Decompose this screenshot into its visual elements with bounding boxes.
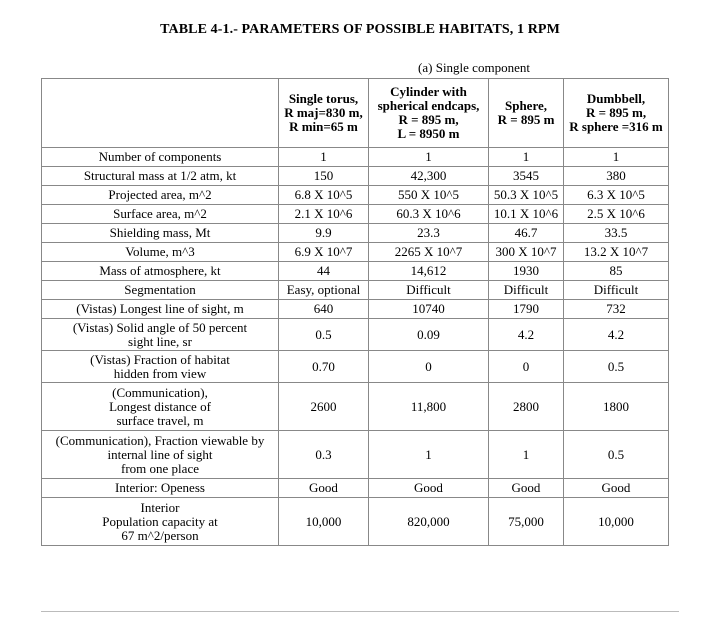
row-label: Mass of atmosphere, kt [42,262,279,281]
table-cell: 640 [279,300,369,319]
table-cell: 46.7 [489,224,564,243]
table-row [42,383,669,431]
row-label: (Vistas) Longest line of sight, m [42,300,279,319]
table-cell: 0.5 [564,351,669,383]
table-cell: 10.1 X 10^6 [489,205,564,224]
table-cell: Easy, optional [279,281,369,300]
table-cell: 10,000 [564,498,669,546]
table-cell: 1790 [489,300,564,319]
table-cell: 0.5 [279,319,369,351]
table-cell: Good [564,479,669,498]
table-cell: 0.09 [369,319,489,351]
table-cell: Good [489,479,564,498]
table-cell: 380 [564,167,669,186]
table-cell: 1 [489,431,564,479]
table-cell: 2.1 X 10^6 [279,205,369,224]
row-label: (Communication), Longest distance of surface travel, m [42,383,279,431]
table-cell: 0.3 [279,431,369,479]
row-label: (Communication), Fraction viewable by internal line of sight from one place [42,431,279,479]
row-label: (Vistas) Solid angle of 50 percent sight line, sr [42,319,279,351]
row-label: (Vistas) Fraction of habitat hidden from view [42,351,279,383]
table-cell: 13.2 X 10^7 [564,243,669,262]
header-sphere: Sphere, R = 895 m [489,79,564,148]
table-cell: 550 X 10^5 [369,186,489,205]
header-row [42,79,669,148]
header-empty-cell [42,79,279,148]
row-label: Segmentation [42,281,279,300]
table-row [42,262,669,281]
table-title: TABLE 4-1.- PARAMETERS OF POSSIBLE HABITATS, 1 RPM [160,22,560,37]
table-cell: 10740 [369,300,489,319]
table-cell: 60.3 X 10^6 [369,205,489,224]
table-cell: 6.8 X 10^5 [279,186,369,205]
table-cell: 1 [564,148,669,167]
table-row [42,148,669,167]
table-cell: 2600 [279,383,369,431]
table-cell: 44 [279,262,369,281]
table-row [42,300,669,319]
table-cell: Good [279,479,369,498]
habitat-parameters-table [41,78,669,546]
table-cell: Difficult [369,281,489,300]
table-cell: 820,000 [369,498,489,546]
table-cell: 1930 [489,262,564,281]
page-divider [41,611,679,612]
table-row [42,319,669,351]
table-subtitle: (a) Single component [418,60,530,75]
table-row [42,167,669,186]
table-cell: 1 [279,148,369,167]
table-cell: 14,612 [369,262,489,281]
table-cell: 0.70 [279,351,369,383]
table-row [42,351,669,383]
table-row [42,431,669,479]
table-cell: 85 [564,262,669,281]
table-cell: 2.5 X 10^6 [564,205,669,224]
table-cell: 1 [369,148,489,167]
row-label: Interior Population capacity at 67 m^2/person [42,498,279,546]
header-torus: Single torus, R maj=830 m, R min=65 m [279,79,369,148]
table-cell: 23.3 [369,224,489,243]
table-row [42,498,669,546]
table-row [42,243,669,262]
table-cell: 9.9 [279,224,369,243]
table-cell: 0 [489,351,564,383]
table-cell: 732 [564,300,669,319]
table-cell: 50.3 X 10^5 [489,186,564,205]
table-cell: 3545 [489,167,564,186]
table-cell: 1 [369,431,489,479]
table-cell: 4.2 [564,319,669,351]
row-label: Shielding mass, Mt [42,224,279,243]
row-label: Volume, m^3 [42,243,279,262]
table-cell: 6.3 X 10^5 [564,186,669,205]
header-cylinder: Cylinder with spherical endcaps, R = 895 m, L = 8950 m [369,79,489,148]
row-label: Projected area, m^2 [42,186,279,205]
table-row [42,281,669,300]
row-label: Number of components [42,148,279,167]
table-cell: 0.5 [564,431,669,479]
row-label: Structural mass at 1/2 atm, kt [42,167,279,186]
table-cell: 2265 X 10^7 [369,243,489,262]
table-cell: 150 [279,167,369,186]
table-cell: 10,000 [279,498,369,546]
table-cell: Good [369,479,489,498]
table-cell: 4.2 [489,319,564,351]
table-cell: 33.5 [564,224,669,243]
table-cell: 1 [489,148,564,167]
table-cell: 42,300 [369,167,489,186]
table-cell: 6.9 X 10^7 [279,243,369,262]
row-label: Surface area, m^2 [42,205,279,224]
table-cell: 1800 [564,383,669,431]
table-row [42,186,669,205]
table-cell: Difficult [489,281,564,300]
table-cell: 75,000 [489,498,564,546]
table-cell: 300 X 10^7 [489,243,564,262]
table-body [42,148,669,546]
table-row [42,224,669,243]
table-cell: 2800 [489,383,564,431]
table-row [42,479,669,498]
table-row [42,205,669,224]
row-label: Interior: Openess [42,479,279,498]
header-dumbbell: Dumbbell, R = 895 m, R sphere =316 m [564,79,669,148]
table-cell: Difficult [564,281,669,300]
table-cell: 0 [369,351,489,383]
table-cell: 11,800 [369,383,489,431]
